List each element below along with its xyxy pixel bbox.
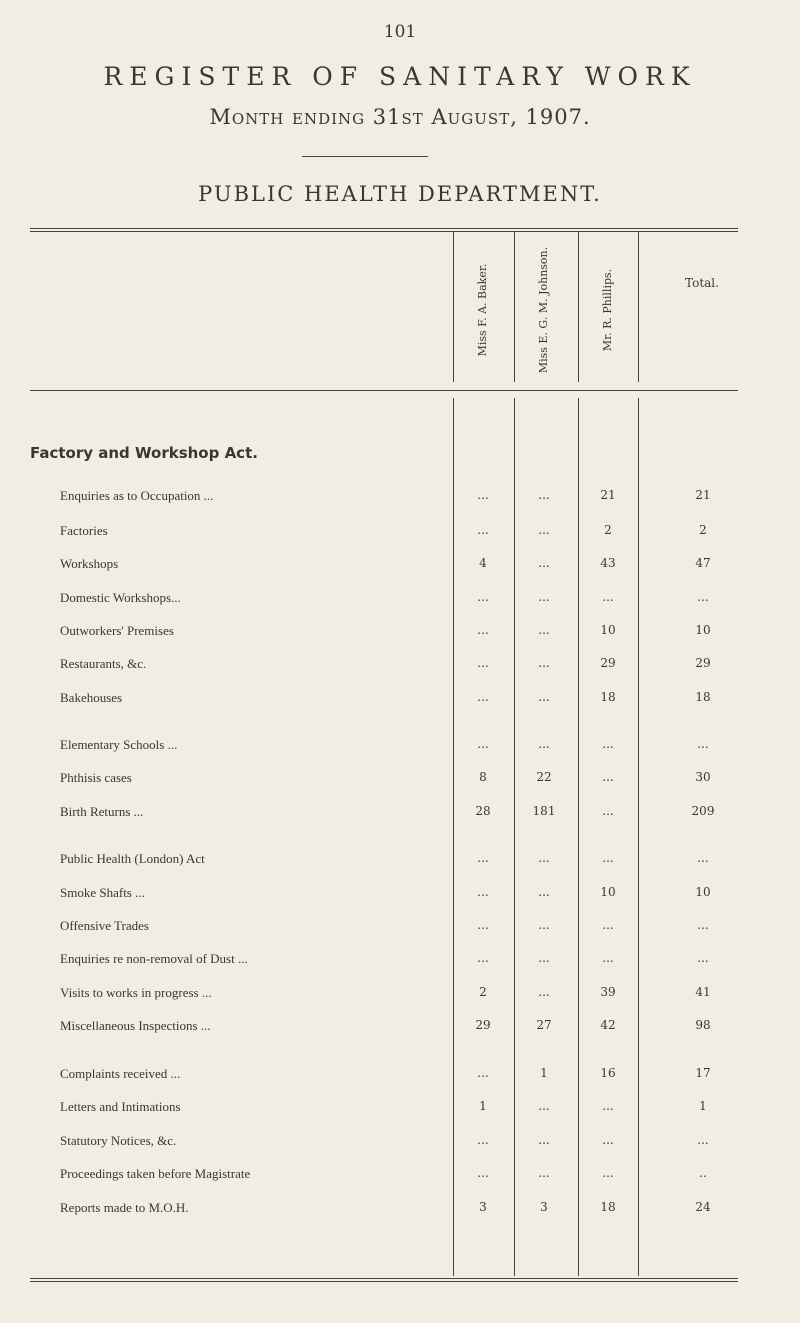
- cell-phillips: 18: [600, 1200, 616, 1214]
- cell-johnson: ...: [538, 690, 550, 704]
- table-bottom-rule: [30, 1278, 738, 1279]
- row-label: [60, 951, 436, 967]
- row-label-text: Workshops: [60, 556, 122, 571]
- table-row: [0, 770, 800, 790]
- cell-johnson: ...: [538, 851, 550, 865]
- row-label-text: Factories: [60, 523, 112, 538]
- cell-total: 2: [699, 523, 707, 537]
- row-label-text: Complaints received ...: [60, 1066, 184, 1081]
- cell-baker: ...: [477, 690, 489, 704]
- cell-johnson: 181: [532, 804, 556, 818]
- cell-total: ...: [697, 590, 709, 604]
- cell-total: ...: [697, 918, 709, 932]
- cell-total: 21: [695, 488, 711, 502]
- table-row: [0, 1018, 800, 1038]
- cell-total: 24: [695, 1200, 711, 1214]
- row-label-text: Smoke Shafts ...: [60, 885, 149, 900]
- cell-baker: 29: [475, 1018, 491, 1032]
- row-label: [60, 690, 436, 706]
- cell-baker: ...: [477, 885, 489, 899]
- table-row: [0, 985, 800, 1005]
- cell-total: ..: [699, 1166, 707, 1180]
- cell-total: ...: [697, 851, 709, 865]
- cell-johnson: ...: [538, 656, 550, 670]
- table-row: [0, 804, 800, 824]
- page-title: REGISTER OF SANITARY WORK: [103, 62, 697, 91]
- cell-total: 1: [699, 1099, 707, 1113]
- header-bottom-rule: [30, 390, 738, 391]
- cell-phillips: 18: [600, 690, 616, 704]
- cell-baker: 2: [479, 985, 487, 999]
- row-label: [60, 590, 436, 606]
- row-label: [60, 851, 436, 867]
- cell-phillips: ...: [602, 1099, 614, 1113]
- cell-johnson: ...: [538, 488, 550, 502]
- cell-phillips: 10: [600, 885, 616, 899]
- cell-johnson: 3: [540, 1200, 548, 1214]
- column-rule: [514, 232, 515, 382]
- cell-phillips: 21: [600, 488, 616, 502]
- cell-phillips: ...: [602, 770, 614, 784]
- cell-phillips: ...: [602, 1166, 614, 1180]
- cell-baker: ...: [477, 590, 489, 604]
- row-label-text: Enquiries re non-removal of Dust ...: [60, 951, 252, 966]
- row-label-text: Visits to works in progress ...: [60, 985, 216, 1000]
- row-label: [60, 985, 436, 1001]
- cell-phillips: ...: [602, 804, 614, 818]
- row-label: [60, 737, 436, 753]
- row-label: [60, 804, 436, 820]
- cell-johnson: ...: [538, 1099, 550, 1113]
- cell-johnson: ...: [538, 918, 550, 932]
- cell-phillips: 39: [600, 985, 616, 999]
- table-row: [0, 737, 800, 757]
- table-row: [0, 488, 800, 508]
- cell-baker: ...: [477, 523, 489, 537]
- cell-total: 209: [691, 804, 715, 818]
- cell-johnson: 27: [536, 1018, 552, 1032]
- cell-johnson: ...: [538, 523, 550, 537]
- table-top-rule-inner: [30, 231, 738, 232]
- table-row: [0, 1200, 800, 1220]
- row-label: [60, 885, 436, 901]
- column-header-total: Total.: [685, 276, 719, 290]
- cell-total: 47: [695, 556, 711, 570]
- table-row: [0, 590, 800, 610]
- cell-baker: ...: [477, 737, 489, 751]
- table-row: [0, 1166, 800, 1186]
- cell-total: 17: [695, 1066, 711, 1080]
- table-row: [0, 656, 800, 676]
- table-row: [0, 1133, 800, 1153]
- row-label: [60, 488, 436, 504]
- cell-baker: ...: [477, 918, 489, 932]
- cell-baker: 28: [475, 804, 491, 818]
- row-label-text: Birth Returns ...: [60, 804, 147, 819]
- cell-phillips: 29: [600, 656, 616, 670]
- cell-baker: 3: [479, 1200, 487, 1214]
- table-row: [0, 951, 800, 971]
- row-label-text: Reports made to M.O.H.: [60, 1200, 193, 1215]
- cell-baker: ...: [477, 851, 489, 865]
- row-label-text: Restaurants, &c.: [60, 656, 150, 671]
- row-label: [60, 1099, 436, 1115]
- table-row: [0, 690, 800, 710]
- table-bottom-rule-inner: [30, 1281, 738, 1282]
- row-label-text: Bakehouses: [60, 690, 126, 705]
- section-heading: Factory and Workshop Act.: [30, 444, 258, 462]
- column-rule: [638, 232, 639, 382]
- cell-baker: ...: [477, 1166, 489, 1180]
- cell-phillips: ...: [602, 590, 614, 604]
- cell-baker: ...: [477, 623, 489, 637]
- row-label: [60, 656, 436, 672]
- cell-phillips: 10: [600, 623, 616, 637]
- table-row: [0, 623, 800, 643]
- cell-johnson: ...: [538, 556, 550, 570]
- cell-phillips: 16: [600, 1066, 616, 1080]
- row-label-text: Proceedings taken before Magistrate: [60, 1166, 254, 1181]
- cell-phillips: ...: [602, 951, 614, 965]
- cell-baker: 8: [479, 770, 487, 784]
- row-label: [60, 1200, 436, 1216]
- row-label-text: Outworkers' Premises: [60, 623, 178, 638]
- row-label: [60, 1133, 436, 1149]
- cell-total: 98: [695, 1018, 711, 1032]
- row-label-text: Phthisis cases: [60, 770, 136, 785]
- cell-johnson: ...: [538, 737, 550, 751]
- cell-baker: 1: [479, 1099, 487, 1113]
- cell-phillips: ...: [602, 851, 614, 865]
- row-label-text: Enquiries as to Occupation ...: [60, 488, 217, 503]
- cell-total: ...: [697, 737, 709, 751]
- column-header-phillips: Mr. R. Phillips.: [601, 268, 614, 352]
- cell-phillips: 42: [600, 1018, 616, 1032]
- table-row: [0, 523, 800, 543]
- row-label-text: Domestic Workshops...: [60, 590, 185, 605]
- cell-johnson: 22: [536, 770, 552, 784]
- cell-phillips: 43: [600, 556, 616, 570]
- cell-total: 10: [695, 885, 711, 899]
- cell-total: ...: [697, 951, 709, 965]
- cell-johnson: ...: [538, 985, 550, 999]
- row-label: [60, 1018, 436, 1034]
- cell-total: 18: [695, 690, 711, 704]
- cell-total: 41: [695, 985, 711, 999]
- cell-baker: ...: [477, 488, 489, 502]
- row-label: [60, 770, 436, 786]
- table-row: [0, 1099, 800, 1119]
- row-label: [60, 1066, 436, 1082]
- table-top-rule: [30, 228, 738, 229]
- cell-johnson: ...: [538, 951, 550, 965]
- cell-baker: 4: [479, 556, 487, 570]
- row-label: [60, 623, 436, 639]
- cell-johnson: ...: [538, 885, 550, 899]
- column-header-johnson: Miss E. G. M. Johnson.: [537, 246, 550, 374]
- cell-total: 30: [695, 770, 711, 784]
- cell-phillips: ...: [602, 1133, 614, 1147]
- column-rule: [453, 232, 454, 382]
- department-heading: PUBLIC HEALTH DEPARTMENT.: [198, 182, 602, 206]
- cell-total: 29: [695, 656, 711, 670]
- cell-baker: ...: [477, 951, 489, 965]
- table-row: [0, 851, 800, 871]
- cell-johnson: ...: [538, 590, 550, 604]
- row-label: [60, 918, 436, 934]
- row-label-text: Miscellaneous Inspections ...: [60, 1018, 215, 1033]
- row-label-text: Letters and Intimations: [60, 1099, 185, 1114]
- cell-phillips: ...: [602, 918, 614, 932]
- page-subtitle: Month ending 31st August, 1907.: [209, 105, 591, 129]
- column-header-baker: Miss F. A. Baker.: [476, 263, 489, 357]
- table-row: [0, 556, 800, 576]
- title-divider: [302, 156, 428, 157]
- row-label: [60, 1166, 436, 1182]
- table-row: [0, 1066, 800, 1086]
- column-rule: [578, 232, 579, 382]
- cell-phillips: 2: [604, 523, 612, 537]
- row-label: [60, 523, 436, 539]
- table-row: [0, 918, 800, 938]
- cell-total: ...: [697, 1133, 709, 1147]
- page-number: 101: [383, 22, 417, 42]
- cell-johnson: 1: [540, 1066, 548, 1080]
- row-label-text: Elementary Schools ...: [60, 737, 181, 752]
- cell-johnson: ...: [538, 1166, 550, 1180]
- cell-phillips: ...: [602, 737, 614, 751]
- cell-baker: ...: [477, 656, 489, 670]
- row-label-text: Public Health (London) Act: [60, 851, 209, 866]
- row-label: [60, 556, 436, 572]
- cell-baker: ...: [477, 1133, 489, 1147]
- table-row: [0, 885, 800, 905]
- row-label-text: Statutory Notices, &c.: [60, 1133, 180, 1148]
- cell-johnson: ...: [538, 1133, 550, 1147]
- cell-baker: ...: [477, 1066, 489, 1080]
- cell-johnson: ...: [538, 623, 550, 637]
- cell-total: 10: [695, 623, 711, 637]
- row-label-text: Offensive Trades: [60, 918, 153, 933]
